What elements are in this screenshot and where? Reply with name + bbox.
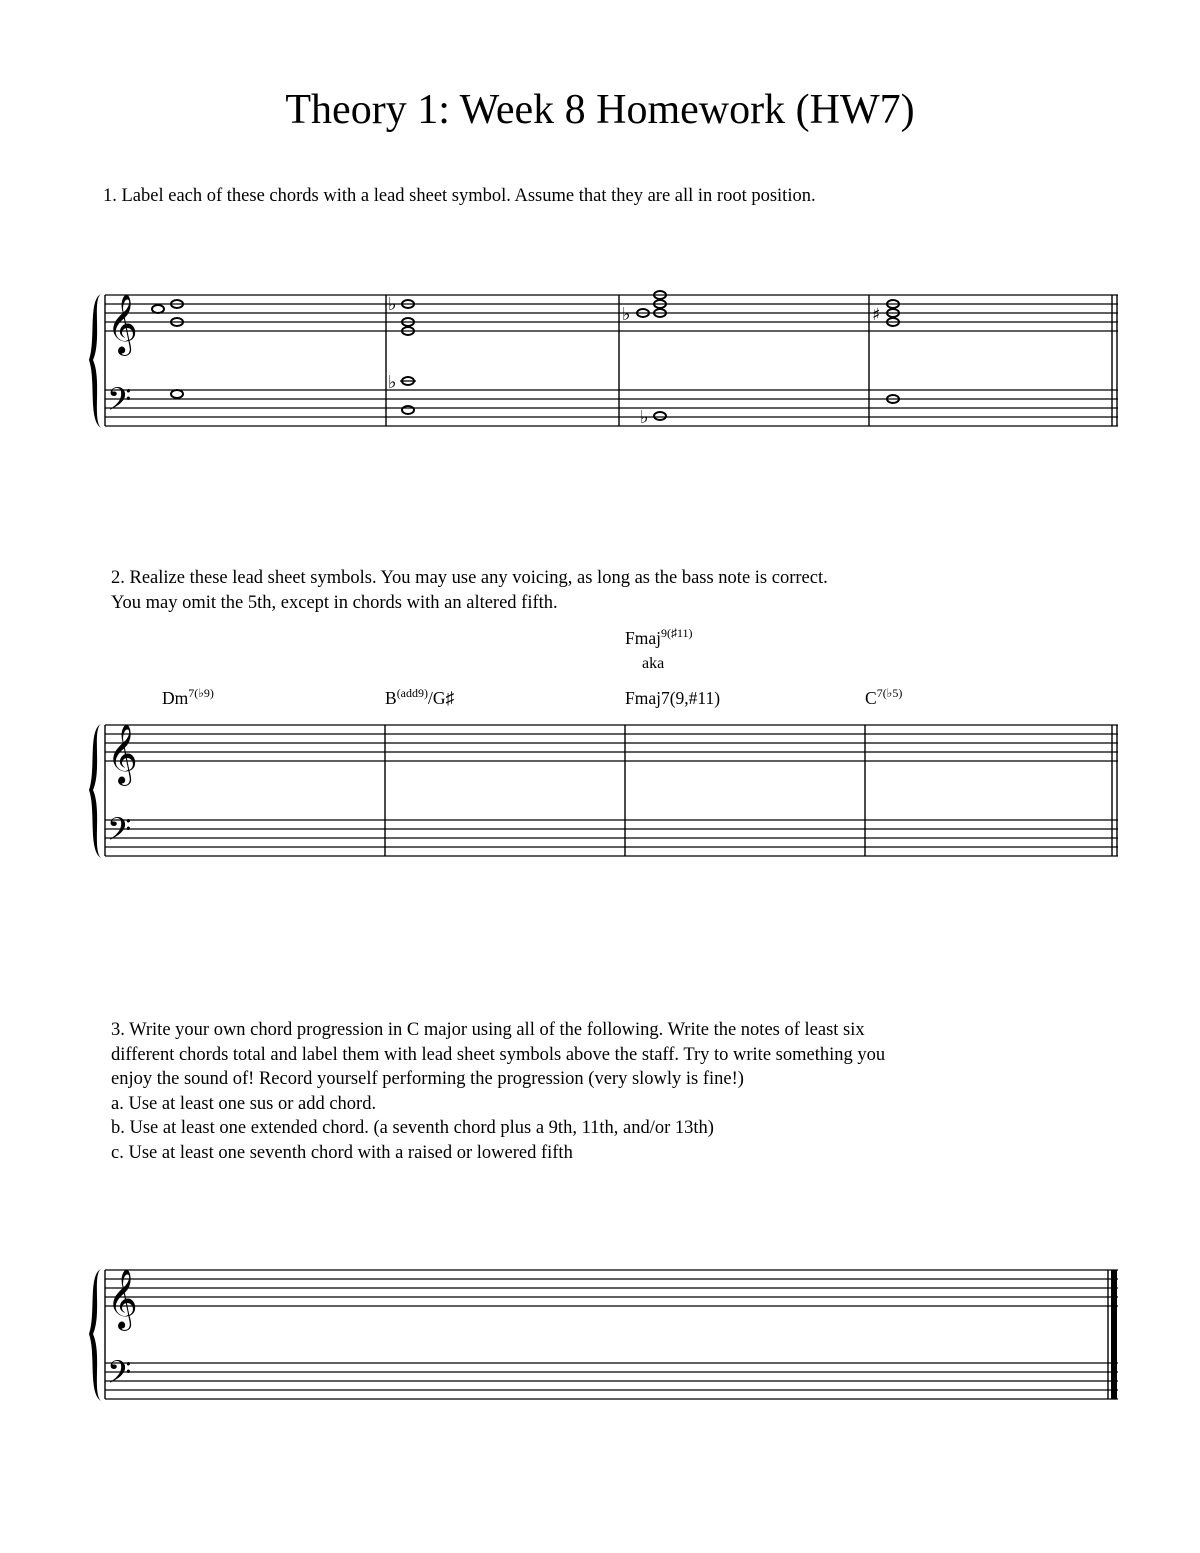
chord-2-notes xyxy=(400,300,416,414)
treble-staff-3 xyxy=(105,1270,1118,1306)
chord-symbol-1: $Dm^{7(♭9)}$ xyxy=(162,686,214,708)
flat-accidental: ♭ xyxy=(622,304,631,325)
treble-clef-2: 𝄞 xyxy=(107,724,138,784)
bass-clef-3: 𝄢 xyxy=(107,1354,132,1398)
question-1-instructions: 1. Label each of these chords with a lead sheet symbol. Assume that they are all in root position. xyxy=(103,186,816,206)
brace-1 xyxy=(89,294,101,428)
treble-staff-1 xyxy=(105,295,1118,331)
chord-4-notes xyxy=(887,300,899,403)
bass-staff-1 xyxy=(105,390,1118,426)
barlines-1 xyxy=(105,295,1117,426)
brace-3 xyxy=(89,1269,101,1401)
grand-staff-2 xyxy=(89,724,1118,858)
treble-clef-1: 𝄞 xyxy=(107,294,138,354)
alt-chord-symbol: Fmaj$^{9(♯11)}$ xyxy=(625,626,693,648)
question-3-item-b: b. Use at least one extended chord. (a seventh chord plus a 9th, 11th, and/or 13th) xyxy=(111,1118,714,1138)
question-3-item-a: a. Use at least one sus or add chord. xyxy=(111,1093,377,1114)
bass-clef-2: 𝄢 xyxy=(107,811,132,855)
brace-2 xyxy=(89,724,101,858)
chord-symbol-2: $B^{(add9)}/G♯$ xyxy=(385,686,455,708)
question-2-line-2: You may omit the 5th, except in chords with an altered fifth. xyxy=(111,592,558,613)
question-3-line-2: different chords total and label them with lead sheet symbols above the staff. Try to write something you xyxy=(111,1044,886,1065)
page-title: Theory 1: Week 8 Homework (HW7) xyxy=(285,87,915,133)
question-3-line-3: enjoy the sound of! Record yourself performing the progression (very slowly is fine!) xyxy=(111,1069,744,1089)
flat-accidental: ♭ xyxy=(388,294,397,315)
bass-staff-3 xyxy=(105,1363,1118,1399)
note-head xyxy=(654,412,666,420)
question-3-line-1: 3. Write your own chord progression in C major using all of the following. Write the notes of least six xyxy=(111,1020,865,1040)
note-head xyxy=(402,406,414,414)
barlines-2 xyxy=(105,725,1117,856)
aka-label: aka xyxy=(642,655,665,672)
note-head xyxy=(171,390,183,398)
grand-staff-3 xyxy=(89,1269,1118,1401)
grand-staff-1 xyxy=(89,291,1118,428)
final-barline-thick xyxy=(1111,1270,1117,1399)
bass-staff-2 xyxy=(105,820,1118,856)
treble-clef-3: 𝄞 xyxy=(107,1269,138,1329)
question-3-item-c: c. Use at least one seventh chord with a raised or lowered fifth xyxy=(111,1142,573,1163)
chord-symbol-3: Fmaj7(9,#11) xyxy=(625,688,721,708)
note-head xyxy=(152,305,164,313)
chord-1-notes xyxy=(152,300,183,398)
sharp-accidental: ♯ xyxy=(872,305,881,325)
chord-3-notes xyxy=(637,291,666,420)
bass-clef-1: 𝄢 xyxy=(107,381,132,425)
chord-symbol-4: $C^{7(♭5)}$ xyxy=(865,686,903,708)
treble-staff-2 xyxy=(105,725,1118,761)
question-2-line-1: 2. Realize these lead sheet symbols. You may use any voicing, as long as the bass note is correct. xyxy=(111,568,828,588)
flat-accidental: ♭ xyxy=(640,407,649,428)
flat-accidental: ♭ xyxy=(388,372,397,393)
